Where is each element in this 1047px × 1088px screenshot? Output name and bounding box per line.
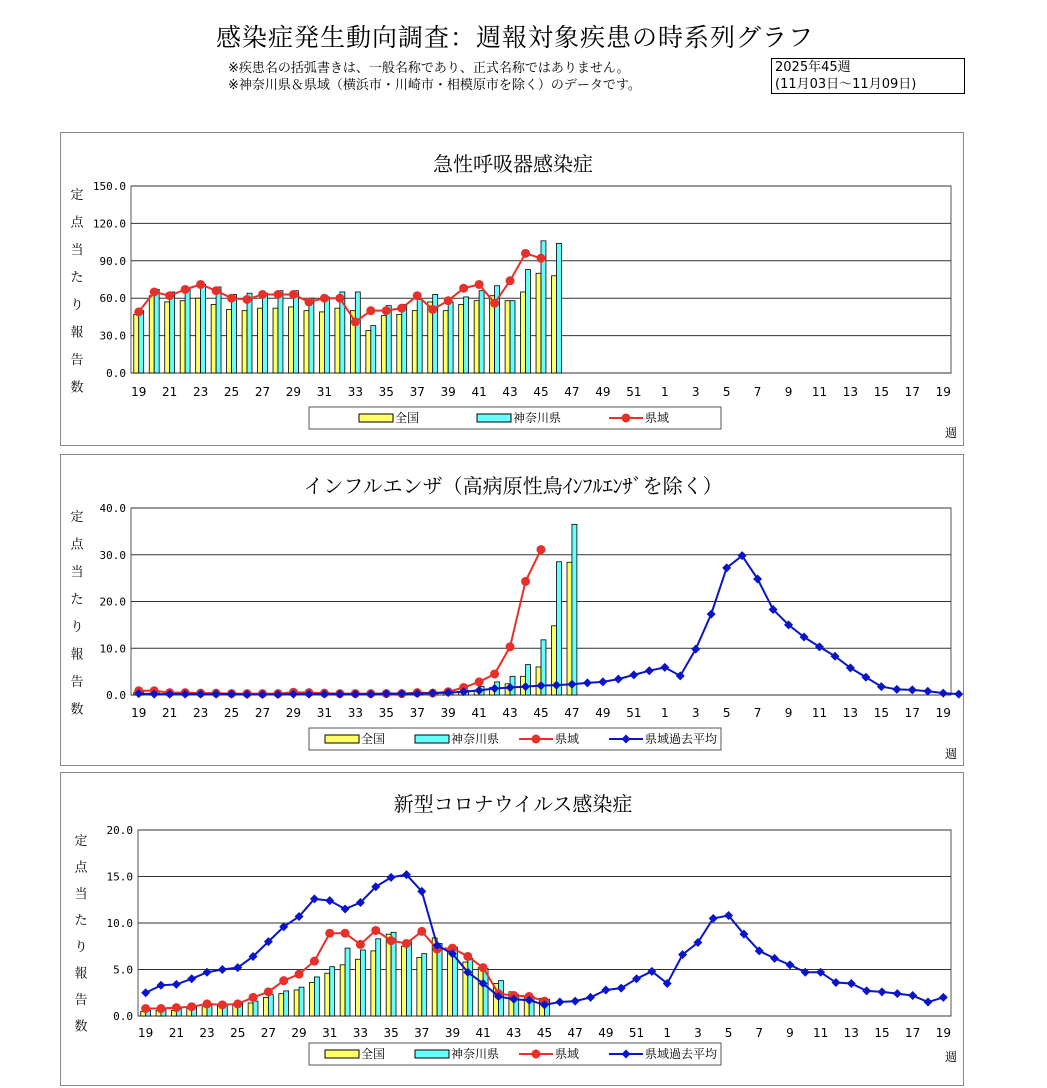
point-region [537,254,546,263]
week-range: (11月03日～11月09日) [775,77,917,92]
point-past-avg [954,690,963,699]
bar-kanagawa [309,298,314,373]
point-region [356,940,365,949]
bar-national [448,951,453,1016]
point-region [490,299,499,308]
y-tick-label: 0.0 [106,689,126,702]
point-region [141,1004,150,1013]
bar-national [242,311,247,373]
point-region [181,285,190,294]
bar-national [521,292,526,373]
x-tick-label: 23 [199,1026,215,1040]
point-region [428,305,437,314]
bar-national [134,314,139,373]
bar-national [294,990,299,1016]
bar-kanagawa [253,1001,258,1016]
y-axis-label-char: 定 [74,834,88,849]
x-tick-label: 37 [414,1026,430,1040]
point-region [463,952,472,961]
point-region [310,957,319,966]
bar-national [381,316,386,373]
bar-kanagawa [376,939,381,1016]
x-tick-label: 19 [138,1026,154,1040]
bar-national [474,301,479,373]
y-axis-label-char: 定 [70,510,84,525]
bar-national [386,934,391,1016]
x-axis-label: 週 [944,426,958,440]
point-region [382,306,391,315]
point-region [387,936,396,945]
x-tick-label: 3 [694,1026,702,1040]
bar-kanagawa [345,948,350,1016]
bar-national [412,311,417,373]
bar-national [304,311,309,373]
y-axis-label-char: 報 [70,325,84,341]
x-tick-label: 51 [628,1026,645,1040]
x-tick-label: 13 [843,1026,859,1040]
y-axis-label-char: 定 [70,188,84,203]
y-tick-label: 10.0 [106,917,133,930]
legend-marker [532,735,541,744]
point-region [258,290,267,299]
point-region [150,287,159,296]
legend-label: 県域 [645,411,670,425]
chart-svg [61,455,965,767]
x-tick-label: 19 [935,706,951,720]
legend-label: 全国 [361,1047,386,1061]
x-tick-label: 17 [904,706,920,720]
point-region [475,677,484,686]
point-region [413,291,422,300]
x-tick-label: 31 [322,1026,338,1040]
x-tick-label: 27 [254,385,271,399]
y-tick-label: 40.0 [99,502,126,515]
bar-national [273,308,278,373]
point-region [227,294,236,303]
y-axis-label-char: 点 [74,860,88,876]
y-axis-label-char: り [70,298,84,313]
point-region [134,307,143,316]
x-tick-label: 13 [842,706,859,720]
point-region [335,294,344,303]
point-region [475,280,484,289]
bar-national [309,983,314,1016]
point-region [218,1000,227,1009]
x-tick-label: 1 [660,385,669,399]
x-tick-label: 15 [874,1026,890,1040]
y-axis-label-char: 告 [70,353,84,368]
point-region [490,669,499,678]
x-tick-label: 23 [192,385,209,399]
point-region [351,317,360,326]
bar-national [248,1003,253,1016]
x-tick-label: 19 [935,385,951,399]
x-tick-label: 17 [905,1026,921,1040]
x-tick-label: 15 [873,385,890,399]
bar-kanagawa [185,288,190,373]
point-region [325,929,334,938]
point-region [417,927,426,936]
bar-national [335,308,340,373]
x-tick-label: 9 [786,1026,794,1040]
y-tick-label: 120.0 [92,217,126,231]
x-tick-label: 9 [784,706,793,720]
legend-label: 全国 [395,411,420,425]
x-tick-label: 9 [784,385,793,399]
bar-kanagawa [170,292,175,373]
y-axis-label-char: た [74,913,88,929]
x-tick-label: 11 [811,385,828,399]
y-tick-label: 0.0 [106,367,126,380]
bar-kanagawa [263,293,268,373]
y-axis-label-char: り [70,620,84,635]
y-axis-label-char: た [70,592,84,608]
legend [309,1043,721,1065]
bar-kanagawa [278,291,283,373]
bar-national [149,296,154,373]
x-axis-label: 週 [944,747,958,761]
x-tick-label: 47 [564,385,580,399]
y-tick-label: 90.0 [99,254,126,268]
bar-kanagawa [468,958,473,1016]
x-tick-label: 41 [471,385,487,399]
y-tick-label: 5.0 [113,963,133,977]
bar-national [443,311,448,373]
bar-kanagawa [299,987,304,1016]
y-axis-label-char: 報 [70,647,84,663]
page-title: 感染症発生動向調査：週報対象疾患の時系列グラフ [215,23,814,52]
y-tick-label: 20.0 [99,595,126,609]
week-label: 2025年45週 [775,60,851,75]
legend-swatch [359,414,393,422]
bar-national [319,312,324,373]
notes [228,60,641,94]
x-tick-label: 49 [595,385,611,399]
point-region [320,294,329,303]
point-region [506,276,515,285]
point-region [279,976,288,985]
bar-kanagawa [406,941,411,1016]
legend [309,728,721,750]
y-axis-label-char: り [74,940,88,955]
bar-national [478,968,483,1016]
point-region [444,296,453,305]
point-region [243,295,252,304]
bar-national [180,301,185,373]
bar-kanagawa [268,995,273,1016]
y-tick-label: 0.0 [113,1010,133,1023]
bar-kanagawa [479,291,484,373]
y-axis-label-char: 報 [74,966,88,982]
point-region [233,999,242,1008]
bar-national [417,957,422,1016]
x-tick-label: 19 [131,706,147,720]
x-tick-label: 3 [691,706,700,720]
point-region [196,280,205,289]
legend-swatch [325,1050,359,1058]
bar-kanagawa [360,950,365,1016]
x-tick-label: 29 [291,1026,307,1040]
x-tick-label: 21 [162,706,178,720]
bar-kanagawa [448,302,453,373]
x-tick-label: 31 [316,706,333,720]
bar-kanagawa [232,294,237,373]
chart-panel-covid19 [60,772,964,1086]
legend-label: 神奈川県 [513,411,562,425]
point-region [203,999,212,1008]
legend-swatch [477,414,511,422]
bar-national [366,331,371,373]
x-tick-label: 19 [131,385,147,399]
y-tick-label: 60.0 [99,292,126,306]
x-tick-label: 15 [873,706,890,720]
x-tick-label: 13 [842,385,859,399]
point-region [264,987,273,996]
x-tick-label: 25 [223,706,240,720]
legend-label: 神奈川県 [451,1047,500,1061]
bar-kanagawa [556,562,561,695]
bar-kanagawa [386,306,391,373]
bar-national [459,304,464,373]
y-tick-label: 30.0 [99,329,126,343]
bar-national [196,298,201,373]
y-tick-label: 10.0 [99,642,126,656]
x-tick-label: 51 [626,706,642,720]
x-tick-label: 43 [506,1026,522,1040]
x-tick-label: 41 [471,706,487,720]
y-axis-label-char: 点 [70,537,84,553]
y-axis-label-char: 数 [70,380,84,396]
bar-national [258,308,263,373]
point-region [366,306,375,315]
chart-svg [61,773,965,1087]
bar-national [340,965,345,1016]
point-region [295,970,304,979]
bar-kanagawa [417,299,422,373]
bar-kanagawa [324,297,329,373]
x-tick-label: 49 [595,706,611,720]
bar-kanagawa [510,301,515,373]
x-tick-label: 1 [663,1026,672,1040]
bar-kanagawa [293,291,298,373]
point-region [521,577,530,586]
x-axis-label: 週 [944,1050,958,1064]
chart-panel-influenza [60,454,964,766]
legend-swatch [325,735,359,743]
y-axis-label-char: 当 [74,887,88,902]
point-region [165,291,174,300]
x-tick-label: 1 [660,706,669,720]
bar-national [371,951,376,1016]
bar-kanagawa [422,954,427,1016]
x-tick-label: 35 [383,1026,399,1040]
x-tick-label: 5 [722,706,731,720]
bar-national [536,667,541,695]
x-tick-label: 31 [316,385,333,399]
point-region [304,297,313,306]
x-tick-label: 45 [533,385,549,399]
legend-swatch [415,1050,449,1058]
x-tick-label: 25 [223,385,240,399]
x-tick-label: 45 [533,706,549,720]
bar-kanagawa [526,270,531,373]
bar-kanagawa [526,665,531,695]
legend-marker [532,1050,541,1059]
bar-national [356,959,361,1016]
x-tick-label: 47 [567,1026,583,1040]
x-tick-label: 3 [691,385,700,399]
note-line: ※疾患名の括弧書きは、一般名称であり、正式名称ではありません。 [228,61,630,76]
bar-national [505,301,510,373]
x-tick-label: 51 [626,385,642,399]
x-tick-label: 29 [285,706,302,720]
x-tick-label: 45 [536,1026,553,1040]
bar-kanagawa [330,967,335,1016]
y-axis-label-char: 当 [70,565,84,580]
y-tick-label: 15.0 [106,870,133,884]
point-region [537,545,546,554]
bar-national [552,276,557,373]
point-region [212,286,221,295]
x-tick-label: 29 [285,385,302,399]
legend-label: 県域過去平均 [645,1047,718,1061]
bar-kanagawa [314,977,319,1016]
legend-label: 県域 [555,732,580,746]
y-axis-label-char: 告 [70,675,84,690]
point-region [479,963,488,972]
point-region [273,290,282,299]
x-tick-label: 5 [722,385,731,399]
chart-svg [61,133,965,447]
point-region [402,939,411,948]
bar-national [211,304,216,373]
x-tick-label: 43 [502,706,518,720]
point-region [157,1004,166,1013]
bar-kanagawa [154,289,159,373]
x-tick-label: 11 [812,1026,829,1040]
bar-kanagawa [572,524,577,695]
point-region [521,249,530,258]
x-tick-label: 19 [935,1026,951,1040]
chart-title: インフルエンザ（高病原性鳥ｲﾝﾌﾙｴﾝｻﾞを除く） [303,474,723,498]
bar-national [227,309,232,373]
y-axis-label-char: た [70,270,84,286]
x-tick-label: 33 [347,706,363,720]
x-tick-label: 35 [378,706,394,720]
bar-national [289,307,294,373]
x-tick-label: 27 [254,706,271,720]
point-region [506,642,515,651]
y-axis-label-char: 数 [70,702,84,718]
bar-kanagawa [201,284,206,373]
y-axis-label-char: 数 [74,1019,88,1035]
x-tick-label: 7 [753,706,762,720]
x-tick-label: 39 [440,706,456,720]
point-region [341,929,350,938]
legend-swatch [415,735,449,743]
legend-label: 全国 [361,732,386,746]
point-region [249,993,258,1002]
bar-national [263,997,268,1016]
x-tick-label: 7 [753,385,762,399]
x-tick-label: 25 [230,1026,246,1040]
x-tick-label: 17 [904,385,920,399]
bar-kanagawa [464,297,469,373]
chart-panel-acute-respiratory [60,132,964,446]
legend-label: 神奈川県 [451,732,500,746]
chart-title: 新型コロナウイルス感染症 [393,792,633,816]
point-region [172,1003,181,1012]
x-tick-label: 49 [598,1026,614,1040]
x-tick-label: 41 [475,1026,491,1040]
bar-kanagawa [556,243,561,373]
bar-kanagawa [284,991,289,1016]
legend-label: 県域 [555,1047,580,1061]
x-tick-label: 27 [260,1026,277,1040]
x-tick-label: 35 [378,385,394,399]
legend [309,407,721,429]
x-tick-label: 33 [347,385,363,399]
bar-national [536,273,541,373]
x-tick-label: 11 [811,706,828,720]
bar-kanagawa [139,311,144,373]
y-axis-label-char: 当 [70,243,84,258]
y-axis-label-char: 告 [74,993,88,1008]
bar-national [279,994,284,1016]
legend-marker [622,414,631,423]
y-tick-label: 30.0 [99,548,126,562]
point-region [371,926,380,935]
x-tick-label: 39 [444,1026,461,1040]
x-tick-label: 21 [162,385,178,399]
bar-kanagawa [437,943,442,1016]
week-box [771,58,965,94]
y-tick-label: 20.0 [106,824,133,837]
x-tick-label: 47 [564,706,580,720]
x-tick-label: 37 [409,385,425,399]
bar-kanagawa [355,292,360,373]
x-tick-label: 33 [352,1026,369,1040]
x-tick-label: 5 [724,1026,733,1040]
bar-kanagawa [371,326,376,373]
bar-national [165,302,170,373]
point-region [289,290,298,299]
bar-national [325,973,330,1016]
chart-title: 急性呼吸器感染症 [433,152,593,176]
point-region [397,304,406,313]
x-tick-label: 23 [192,706,209,720]
bar-national [397,314,402,373]
bar-national [567,562,572,695]
point-region [459,284,468,293]
legend-label: 県域過去平均 [645,732,718,746]
x-tick-label: 39 [440,385,456,399]
bar-kanagawa [402,304,407,373]
point-region [187,1002,196,1011]
x-tick-label: 37 [409,706,425,720]
y-tick-label: 150.0 [92,180,126,193]
x-tick-label: 43 [502,385,518,399]
x-tick-label: 21 [168,1026,184,1040]
x-tick-label: 7 [755,1026,764,1040]
bar-kanagawa [247,293,252,373]
note-line: ※神奈川県＆県域（横浜市・川崎市・相模原市を除く）のデータです。 [228,78,641,93]
y-axis-label-char: 点 [70,215,84,231]
bar-kanagawa [216,287,221,373]
bar-national [402,946,407,1016]
